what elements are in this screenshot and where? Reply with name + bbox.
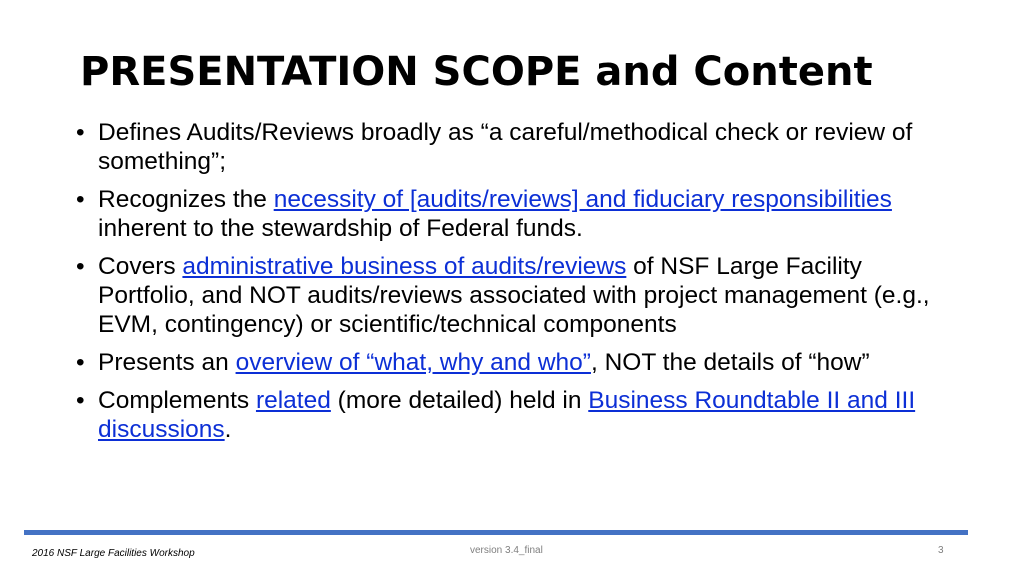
related-link[interactable]: related [255,387,331,414]
bullet-item [74,348,954,377]
footer-workshop-label: 2016 NSF Large Facilities Workshop [32,548,195,559]
bullet-list [74,118,954,453]
business-roundtable-link[interactable]: Business Roundtable II and III discussions [98,387,916,443]
bullet-dot-icon: • [76,387,85,414]
bullet-text: (more detailed) held in [330,387,589,414]
bullet-text: Complements [98,387,256,414]
bullet-text: of NSF Large Facility Portfolio, and NOT audits/reviews associated with project management (e.g., EVM, contingency) or scientific/technical components [98,253,930,338]
bullet-text: Presents an [98,349,236,376]
bullet-text: Defines Audits/Reviews broadly as “a careful/methodical check or review of something”; [98,119,913,175]
bullet-dot-icon: • [76,253,85,280]
page-number: 3 [938,545,944,556]
bullet-text: Recognizes the [98,186,274,213]
bullet-text: inherent to the stewardship of Federal funds. [98,215,583,242]
administrative-business-link[interactable]: administrative business of audits/reviews [182,253,627,280]
bullet-text: , NOT the details of “how” [590,349,870,376]
bullet-item [74,252,954,339]
bullet-item [74,118,954,176]
bullet-text: . [224,416,232,443]
bullet-dot-icon: • [76,186,85,213]
bullet-dot-icon: • [76,119,85,146]
footer-rule [24,530,968,535]
fiduciary-responsibilities-link[interactable]: necessity of [audits/reviews] and fiduciary responsibilities [273,186,892,213]
footer-version: version 3.4_final [470,545,543,556]
slide-title: PRESENTATION SCOPE and Content [80,49,873,95]
bullet-text: Covers [98,253,183,280]
overview-link[interactable]: overview of “what, why and who” [235,349,591,376]
bullet-dot-icon: • [76,349,85,376]
bullet-item [74,386,954,444]
bullet-item [74,185,954,243]
